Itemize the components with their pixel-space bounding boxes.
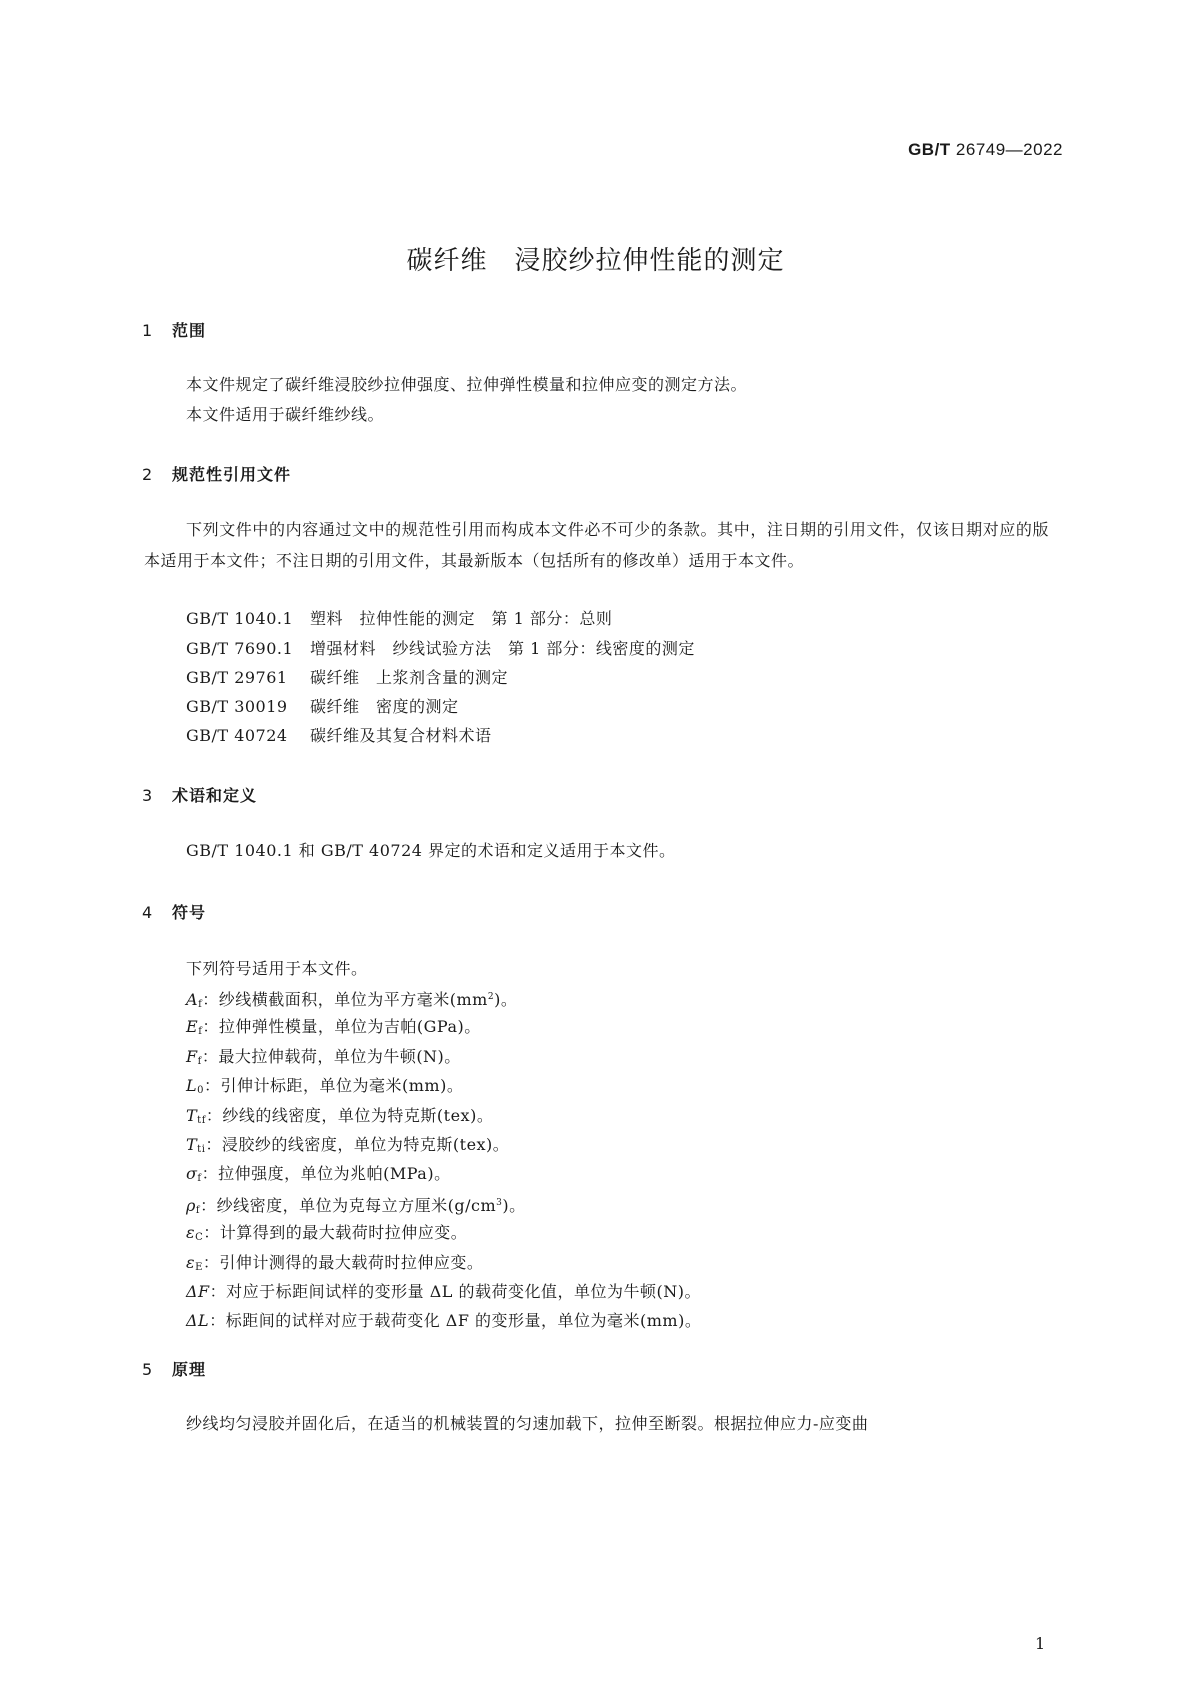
reference-title: 碳纤维及其复合材料术语 <box>310 726 492 745</box>
paragraph-intro: 下列符号适用于本文件。 <box>186 959 368 978</box>
symbol-letter: σ <box>186 1164 198 1184</box>
reference-code: GB/T 1040.1 <box>186 609 294 628</box>
reference-title: 碳纤维 密度的测定 <box>310 697 459 716</box>
symbol-letter: ε <box>186 1223 196 1243</box>
reference-item <box>186 633 695 664</box>
reference-code: GB/T 29761 <box>186 668 288 687</box>
symbol-letter: ΔF <box>186 1282 210 1301</box>
reference-item <box>186 662 508 693</box>
symbol-item <box>186 1276 701 1307</box>
symbol-subscript: C <box>195 1232 204 1244</box>
section-title: 规范性引用文件 <box>172 465 292 484</box>
document-title: 碳纤维 浸胶纱拉伸性能的测定 <box>406 246 785 276</box>
section-5-heading <box>142 1357 206 1380</box>
section-1-heading <box>142 318 206 341</box>
symbol-subscript: E <box>195 1261 203 1273</box>
reference-item <box>186 603 612 634</box>
symbol-description: ：引伸计测得的最大载荷时拉伸应变。 <box>202 1252 484 1272</box>
symbol-description: ：纱线横截面积，单位为平方毫米(mm <box>202 990 488 1009</box>
section-3-heading <box>142 783 257 806</box>
unit-superscript: 2 <box>487 992 495 1002</box>
symbol-subscript: f <box>195 1204 201 1216</box>
paragraph: GB/T 1040.1 和 GB/T 40724 界定的术语和定义适用于本文件。 <box>186 841 676 860</box>
section-number: 5 <box>142 1360 154 1379</box>
symbol-description: ：对应于标距间试样的变形量 ΔL 的载荷变化值，单位为牛顿(N)。 <box>209 1282 701 1301</box>
symbol-description: ：纱线的线密度，单位为特克斯(tex)。 <box>205 1105 494 1125</box>
symbol-letter: E <box>186 1017 199 1037</box>
paragraph: 本文件适用于碳纤维纱线。 <box>186 405 385 424</box>
symbol-subscript: tf <box>197 1114 206 1126</box>
paragraph-intro: 下列文件中的内容通过文中的规范性引用而构成本文件必不可少的条款。其中，注日期的引用文件，仅该日期对应的版本适用于本文件；不注日期的引用文件，其最新版本（包括所有的修改单）适用于本文件。 <box>144 520 1049 570</box>
symbol-letter: F <box>186 1046 198 1066</box>
section-title: 范围 <box>172 321 207 340</box>
reference-title: 碳纤维 上浆剂含量的测定 <box>310 668 509 687</box>
symbol-description: ：引伸计标距，单位为毫米(mm)。 <box>204 1076 464 1096</box>
symbol-description-end: )。 <box>502 1195 526 1215</box>
section-title: 原理 <box>172 1360 207 1379</box>
reference-item <box>186 691 459 722</box>
symbol-subscript: 0 <box>197 1085 204 1097</box>
symbol-description: ：拉伸强度，单位为兆帕(MPa)。 <box>201 1164 451 1184</box>
unit-superscript: 3 <box>496 1197 503 1208</box>
symbol-subscript: ti <box>197 1144 206 1155</box>
symbol-letter: T <box>186 1135 198 1154</box>
symbol-description: ：计算得到的最大载荷时拉伸应变。 <box>203 1223 468 1243</box>
symbol-description: ：最大拉伸载荷，单位为牛顿(N)。 <box>201 1046 461 1066</box>
section-number: 3 <box>142 786 154 805</box>
reference-code: GB/T 7690.1 <box>186 639 294 658</box>
section-title: 符号 <box>172 903 207 922</box>
reference-code: GB/T 40724 <box>186 726 288 745</box>
section-title: 术语和定义 <box>172 786 258 805</box>
symbol-subscript: f <box>197 1055 202 1067</box>
symbol-description: ：纱线密度，单位为克每立方厘米(g/cm <box>200 1195 497 1215</box>
reference-item <box>186 720 492 751</box>
symbol-subscript: f <box>198 1026 203 1038</box>
paragraph: 纱线均匀浸胶并固化后，在适当的机械装置的匀速加载下，拉伸至断裂。根据拉伸应力-应变曲 <box>186 1414 869 1433</box>
section-2-heading <box>142 462 291 485</box>
section-number: 2 <box>142 465 154 484</box>
symbol-description: ：浸胶纱的线密度，单位为特克斯(tex)。 <box>205 1135 510 1154</box>
symbol-letter: ρ <box>186 1195 196 1215</box>
symbol-letter: L <box>186 1076 198 1096</box>
symbol-description: ：标距间的试样对应于载荷变化 ΔF 的变形量，单位为毫米(mm)。 <box>209 1311 702 1331</box>
standard-code <box>908 140 1063 160</box>
reference-title: 塑料 拉伸性能的测定 第 1 部分：总则 <box>310 609 613 628</box>
symbol-description-end: )。 <box>494 990 518 1009</box>
standard-prefix: GB/T <box>908 140 951 159</box>
reference-code: GB/T 30019 <box>186 697 288 716</box>
symbol-letter: ε <box>186 1252 196 1272</box>
symbol-subscript: f <box>197 1173 202 1185</box>
page-number: 1 <box>1035 1634 1046 1653</box>
section-number: 1 <box>142 321 154 340</box>
symbol-description: ：拉伸弹性模量，单位为吉帕(GPa)。 <box>202 1017 481 1037</box>
symbol-subscript: f <box>198 999 203 1010</box>
standard-number: 26749—2022 <box>955 140 1063 159</box>
section-number: 4 <box>142 903 154 922</box>
symbol-letter: A <box>186 990 199 1009</box>
reference-title: 增强材料 纱线试验方法 第 1 部分：线密度的测定 <box>310 639 695 658</box>
symbol-letter: ΔL <box>186 1311 210 1331</box>
symbol-item <box>186 1305 701 1336</box>
symbol-letter: T <box>186 1105 198 1125</box>
paragraph: 本文件规定了碳纤维浸胶纱拉伸强度、拉伸弹性模量和拉伸应变的测定方法。 <box>186 375 748 394</box>
section-4-heading <box>142 900 206 923</box>
